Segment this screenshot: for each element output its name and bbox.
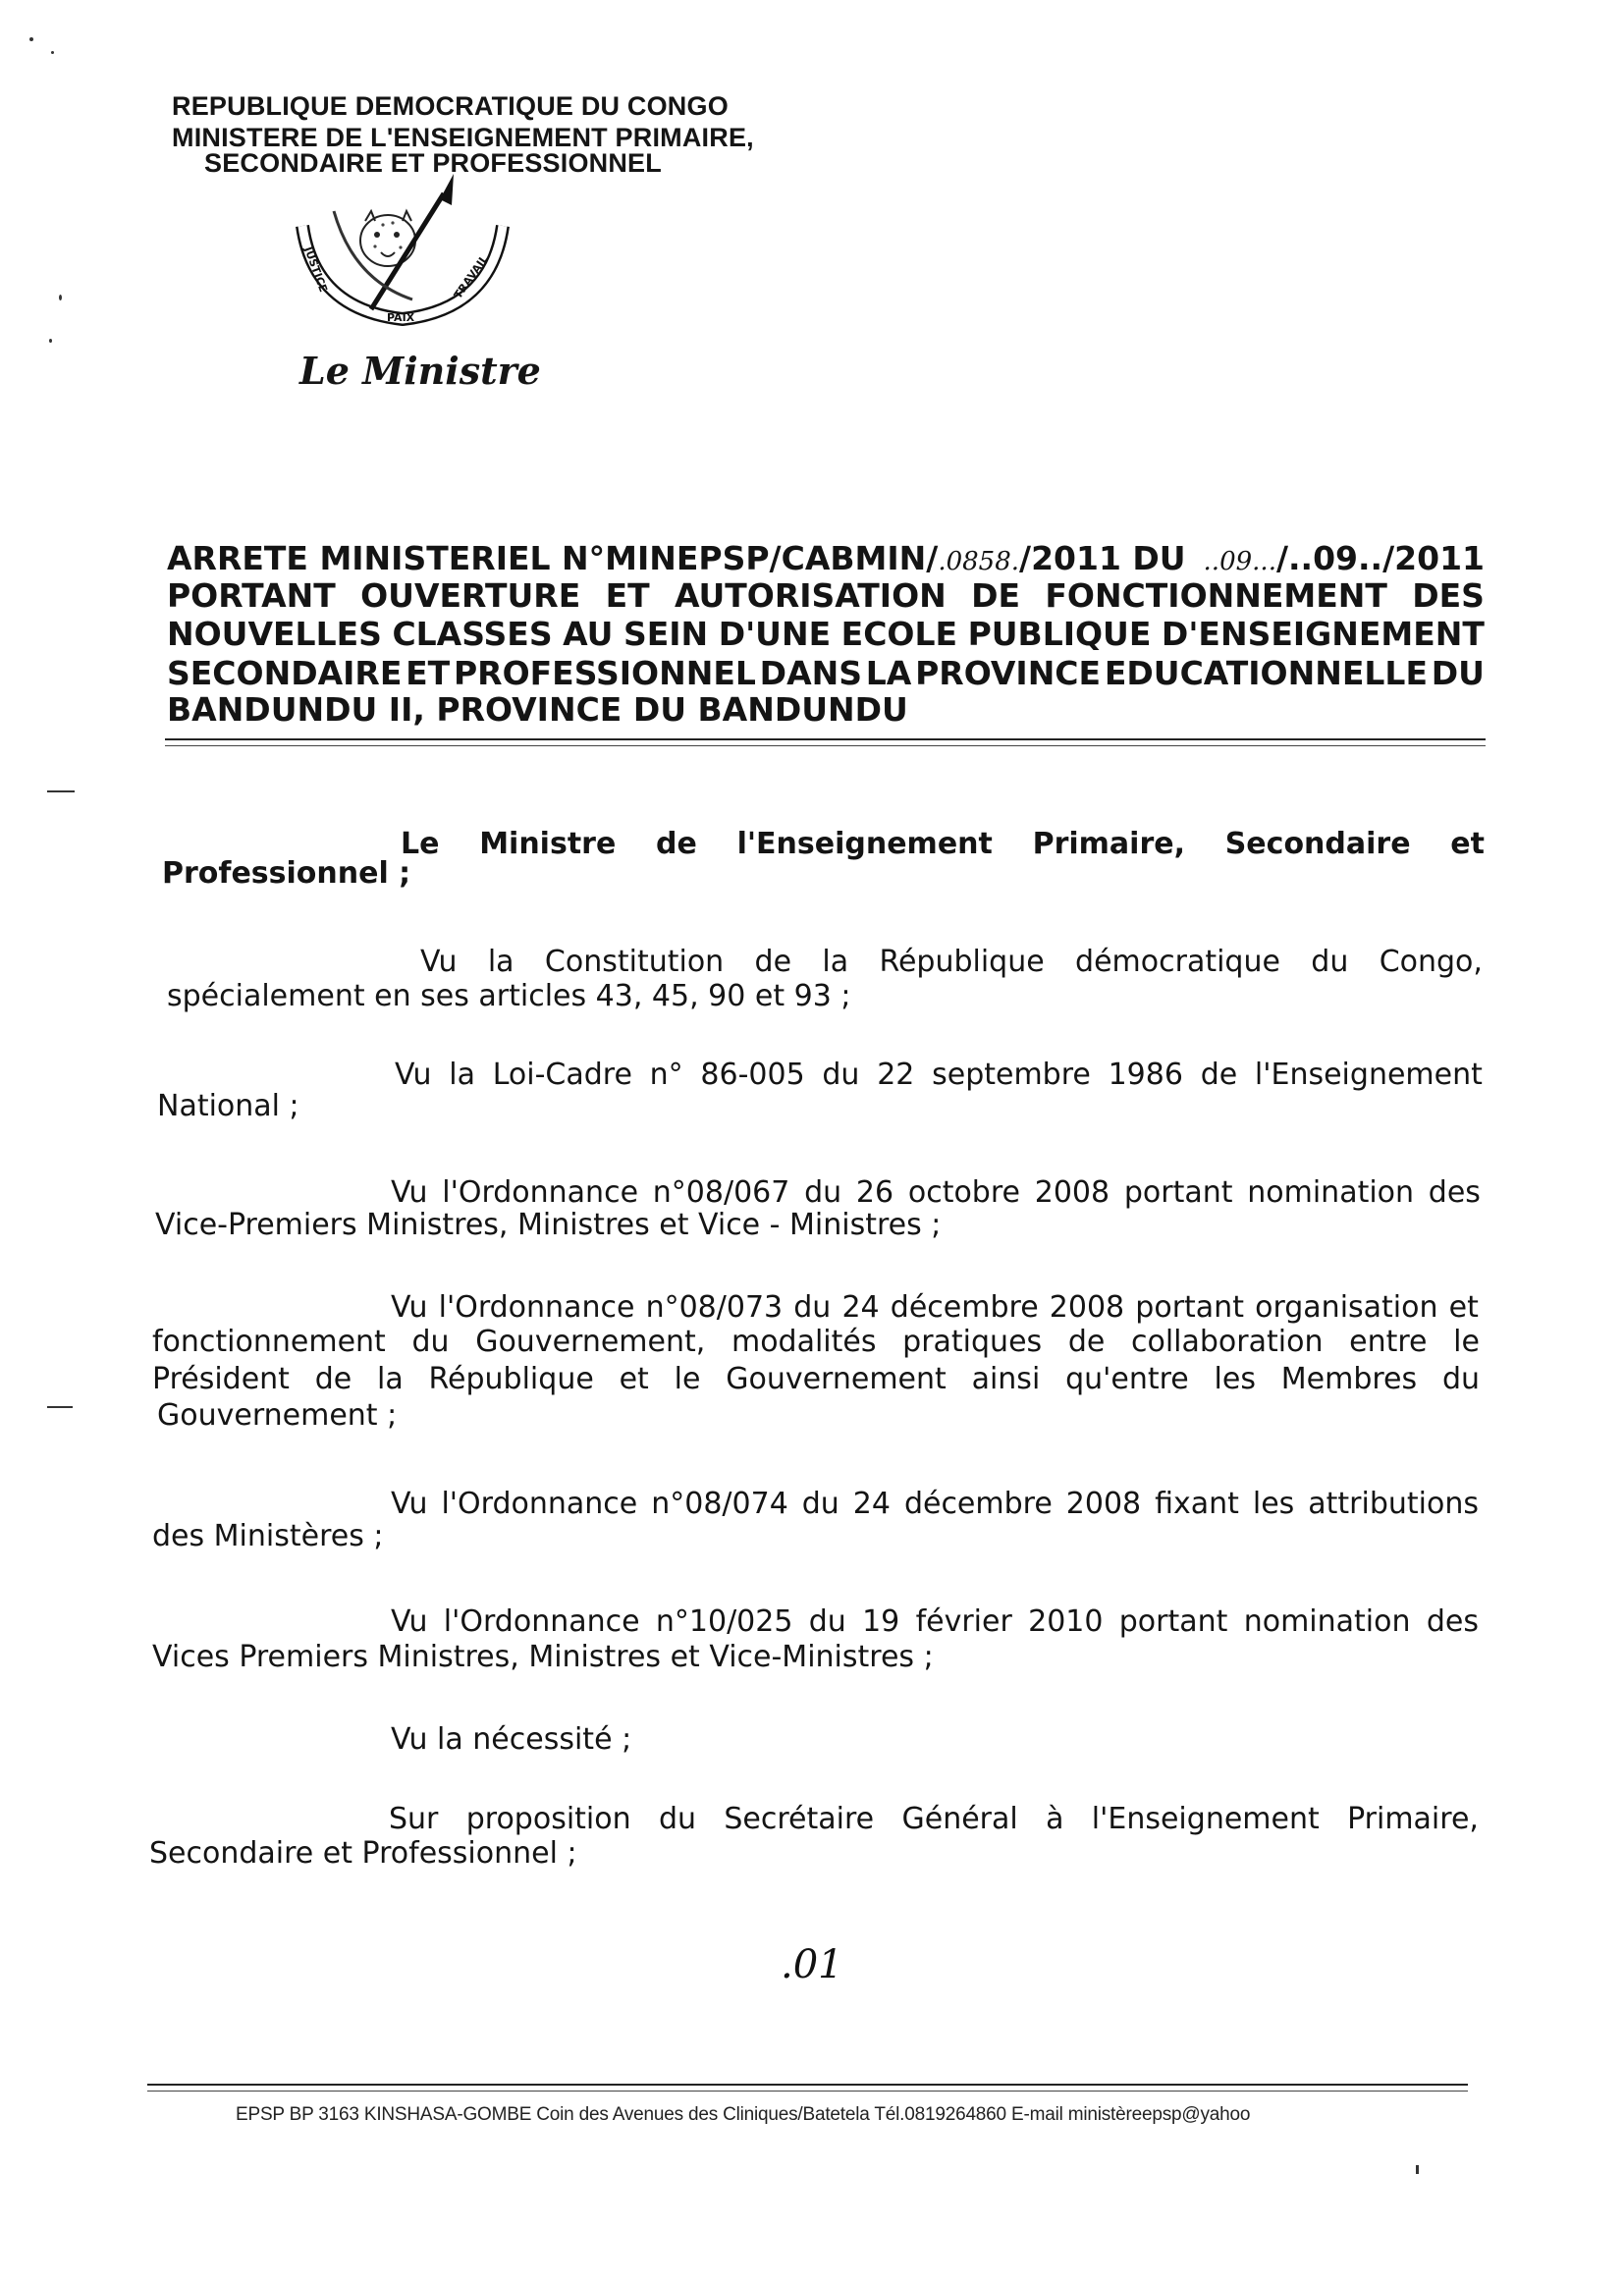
emblem-motto-left: JUSTICE — [301, 244, 330, 295]
word: de — [1067, 1325, 1106, 1359]
word: FONCTIONNEMENT — [1045, 576, 1387, 615]
word: fixant — [1155, 1487, 1239, 1521]
word: n°08/073 — [645, 1290, 784, 1325]
word: octobre — [907, 1175, 1020, 1210]
word: Primaire, — [1032, 827, 1185, 861]
word: DU — [1431, 654, 1485, 692]
word: l'Ordonnance — [442, 1175, 639, 1210]
recital-ordonnance-025-line2: Vices Premiers Ministres, Ministres et Vice-Ministres ; — [152, 1640, 934, 1674]
word: du — [801, 1487, 839, 1521]
word: 2010 — [1028, 1604, 1104, 1639]
word: fonctionnement — [152, 1325, 386, 1359]
word: Loi-Cadre — [492, 1058, 632, 1092]
word: des — [1428, 1175, 1481, 1210]
word: septembre — [932, 1058, 1091, 1092]
word: ET — [605, 576, 650, 615]
page-number-mark: .01 — [781, 1942, 843, 1987]
word: 26 — [855, 1175, 894, 1210]
preamble-minister-line2: Professionnel ; — [162, 856, 411, 891]
header-ministry-cont: SECONDAIRE ET PROFESSIONNEL — [204, 148, 662, 178]
word: le — [1453, 1325, 1480, 1359]
word: et — [1448, 1290, 1479, 1325]
word: la — [449, 1058, 475, 1092]
word: 2008 — [1065, 1487, 1142, 1521]
word: portant — [1135, 1290, 1244, 1325]
recital-necessite: Vu la nécessité ; — [391, 1722, 632, 1757]
word: PROFESSIONNEL — [453, 654, 756, 692]
emblem-motto-right: TRAVAIL — [451, 252, 491, 301]
word: DES — [1412, 576, 1485, 615]
word: 24 — [841, 1290, 880, 1325]
scan-speck — [59, 295, 62, 300]
word: portant — [1123, 1175, 1233, 1210]
word: Gouvernement, — [475, 1325, 706, 1359]
word: D'UNE — [718, 615, 832, 653]
signature-title: Le Ministre — [299, 349, 541, 393]
word: DE — [971, 576, 1021, 615]
recital-ordonnance-073-line3 — [152, 1362, 1480, 1396]
recital-ordonnance-073-line2 — [152, 1325, 1480, 1359]
word: D'ENSEIGNEMENT — [1161, 615, 1485, 653]
word: CLASSES — [392, 615, 553, 653]
word: le — [674, 1362, 701, 1396]
word: modalités — [731, 1325, 877, 1359]
recital-ordonnance-067-line2: Vice-Premiers Ministres, Ministres et Vice - Ministres ; — [155, 1208, 942, 1242]
word: Vu — [391, 1290, 428, 1325]
recital-constitution-line1 — [420, 945, 1483, 979]
word: Secrétaire — [724, 1802, 875, 1836]
word: AUTORISATION — [674, 576, 947, 615]
preamble-minister-line1 — [401, 827, 1485, 861]
word: PUBLIQUE — [967, 615, 1152, 653]
word: les — [1214, 1362, 1256, 1396]
word: de — [1200, 1058, 1238, 1092]
recital-proposition-line2: Secondaire et Professionnel ; — [149, 1836, 577, 1871]
word: février — [915, 1604, 1012, 1639]
word: et — [619, 1362, 649, 1396]
word: Vu — [391, 1487, 428, 1521]
word: 86-005 — [700, 1058, 805, 1092]
title-line-2 — [167, 576, 1485, 615]
word: nomination — [1243, 1604, 1411, 1639]
word: du — [1311, 945, 1349, 979]
word: l'Enseignement — [1091, 1802, 1320, 1836]
word: Membres — [1280, 1362, 1418, 1396]
word: du — [411, 1325, 450, 1359]
word: Vu — [420, 945, 458, 979]
word: 2008 — [1049, 1290, 1125, 1325]
word: Vu — [391, 1604, 428, 1639]
word: Le — [401, 827, 440, 861]
header-ministry: MINISTERE DE L'ENSEIGNEMENT PRIMAIRE, — [172, 123, 754, 152]
title-date-month: /..09.. — [1275, 539, 1383, 577]
word: la — [822, 945, 849, 979]
word: du — [808, 1604, 846, 1639]
word: du — [804, 1175, 842, 1210]
word: OUVERTURE — [360, 576, 581, 615]
word: PORTANT — [167, 576, 336, 615]
scan-mark — [1416, 2165, 1419, 2174]
title-date-day: ..09... — [1203, 547, 1276, 576]
word: à — [1046, 1802, 1064, 1836]
title-date-year: /2011 — [1382, 539, 1485, 577]
word: Président — [152, 1362, 290, 1396]
word: Gouvernement — [726, 1362, 947, 1396]
word: Ministre — [479, 827, 617, 861]
word: ainsi — [971, 1362, 1041, 1396]
word: République — [428, 1362, 594, 1396]
word: du — [658, 1802, 697, 1836]
word: ECOLE — [840, 615, 958, 653]
word: DANS — [759, 654, 862, 692]
footer-rule-secondary — [147, 2091, 1468, 2092]
word: la — [377, 1362, 404, 1396]
word: n° — [649, 1058, 683, 1092]
word: de — [656, 827, 697, 861]
word: nomination — [1247, 1175, 1415, 1210]
recital-ordonnance-073-line1 — [391, 1290, 1479, 1325]
recital-loi-cadre-line1 — [395, 1060, 1483, 1090]
word: Constitution — [544, 945, 725, 979]
recital-proposition-line1 — [389, 1802, 1479, 1836]
footer-rule — [147, 2084, 1468, 2086]
word: PROVINCE — [915, 654, 1102, 692]
word: démocratique — [1075, 945, 1280, 979]
word: des — [1426, 1604, 1479, 1639]
title-rule-secondary — [165, 745, 1486, 746]
word: l'Ordonnance — [441, 1487, 638, 1521]
word: Secondaire — [1224, 827, 1411, 861]
word: AU — [563, 615, 614, 653]
word: la — [487, 945, 514, 979]
coat-of-arms-emblem — [295, 172, 511, 329]
title-line-4 — [167, 654, 1485, 692]
word: n°08/074 — [651, 1487, 788, 1521]
word: l'Enseignement — [1254, 1058, 1483, 1092]
title-date — [1203, 539, 1485, 577]
word: 22 — [877, 1058, 915, 1092]
word: l'Ordonnance — [443, 1604, 640, 1639]
title-year-du: /2011 DU — [1019, 539, 1186, 577]
word: n°10/025 — [655, 1604, 793, 1639]
word: Vu — [395, 1058, 432, 1092]
word: décembre — [890, 1290, 1039, 1325]
header-republic: REPUBLIQUE DEMOCRATIQUE DU CONGO — [172, 91, 729, 121]
word: collaboration — [1130, 1325, 1324, 1359]
scan-mark — [47, 790, 75, 792]
recital-ordonnance-067-line1 — [391, 1175, 1481, 1210]
scan-speck — [29, 37, 33, 41]
word: qu'entre — [1065, 1362, 1189, 1396]
word: 2008 — [1034, 1175, 1110, 1210]
word: et — [1450, 827, 1485, 861]
word: ET — [406, 654, 451, 692]
word: de — [314, 1362, 352, 1396]
word: l'Ordonnance — [438, 1290, 635, 1325]
word: décembre — [903, 1487, 1053, 1521]
word: portant — [1118, 1604, 1228, 1639]
title-line-5: BANDUNDU II, PROVINCE DU BANDUNDU — [167, 690, 908, 729]
title-prefix — [167, 539, 1186, 577]
word: attributions — [1308, 1487, 1479, 1521]
footer-address: EPSP BP 3163 KINSHASA-GOMBE Coin des Avenues des Cliniques/Batetela Tél.0819264860 E-mail ministèreepsp@yahoo — [236, 2104, 1251, 2125]
word: République — [879, 945, 1045, 979]
word: du — [822, 1058, 860, 1092]
word: 19 — [862, 1604, 900, 1639]
word: n°08/067 — [652, 1175, 790, 1210]
word: organisation — [1255, 1290, 1438, 1325]
scan-mark — [47, 1406, 73, 1408]
recital-ordonnance-025-line1 — [391, 1604, 1479, 1639]
title-decree-ref: ARRETE MINISTERIEL N°MINEPSP/CABMIN/ — [167, 539, 939, 577]
word: LA — [865, 654, 912, 692]
word: du — [793, 1290, 832, 1325]
word: proposition — [465, 1802, 631, 1836]
word: les — [1252, 1487, 1295, 1521]
word: de — [754, 945, 792, 979]
word: SECONDAIRE — [167, 654, 403, 692]
recital-constitution-line2: spécialement en ses articles 43, 45, 90 et 93 ; — [167, 979, 851, 1013]
word: EDUCATIONNELLE — [1104, 654, 1428, 692]
word: SEIN — [623, 615, 709, 653]
recital-ordonnance-074-line2: des Ministères ; — [152, 1519, 384, 1553]
title-line-3 — [167, 615, 1485, 653]
word: 1986 — [1108, 1058, 1183, 1092]
recital-loi-cadre-line2: National ; — [157, 1089, 299, 1123]
word: entre — [1349, 1325, 1428, 1359]
word: Primaire, — [1347, 1802, 1479, 1836]
recital-ordonnance-073-line4: Gouvernement ; — [157, 1398, 398, 1433]
title-rule — [165, 738, 1486, 740]
recital-ordonnance-074-line1 — [391, 1487, 1479, 1521]
word: du — [1441, 1362, 1480, 1396]
word: 24 — [852, 1487, 891, 1521]
word: Congo, — [1379, 945, 1483, 979]
scan-speck — [49, 339, 52, 343]
word: Général — [901, 1802, 1018, 1836]
word: Sur — [389, 1802, 439, 1836]
word: NOUVELLES — [167, 615, 382, 653]
title-decree-number: .0858. — [938, 547, 1020, 576]
title-line-1 — [167, 539, 1485, 577]
word: l'Enseignement — [736, 827, 993, 861]
word: pratiques — [902, 1325, 1043, 1359]
scan-speck — [51, 51, 54, 54]
word: Vu — [391, 1175, 428, 1210]
emblem-motto-bottom: PAIX — [387, 311, 415, 324]
